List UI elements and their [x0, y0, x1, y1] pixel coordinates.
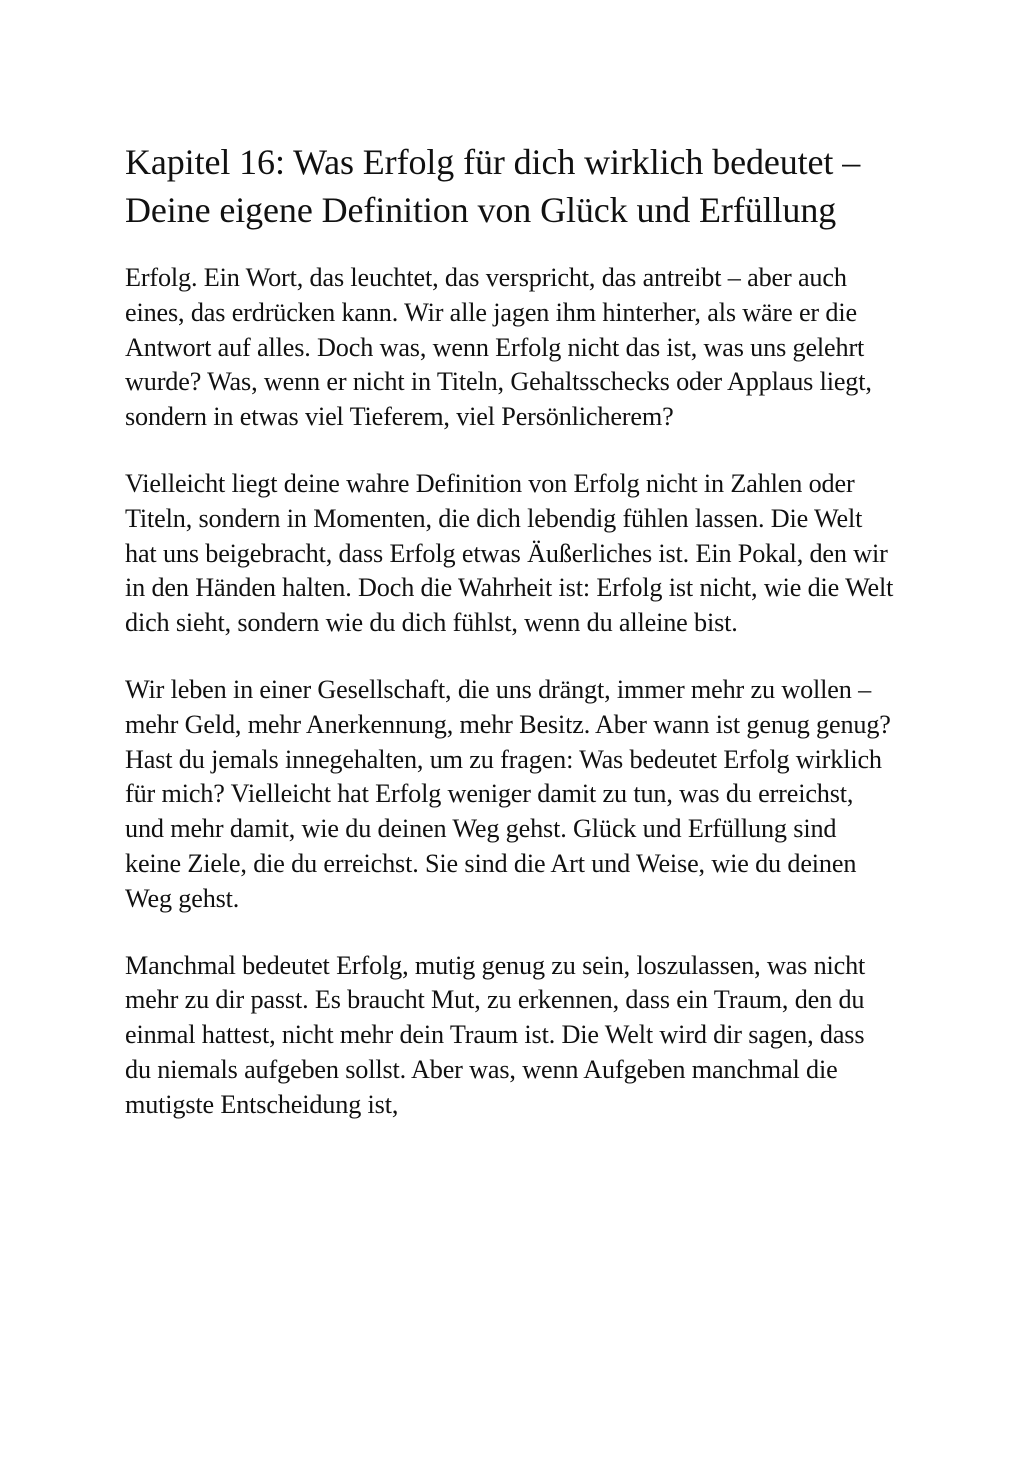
- paragraph-2: Vielleicht liegt deine wahre Definition von Erfolg nicht in Zahlen oder Titeln, sondern in Momenten, die dich lebendig fühlen lassen. Die Welt hat uns beigebracht, dass Erfolg etwas Äußerliches ist. Ein Pokal, den wir in den Händen halten. Doch die Wahrheit ist: Erfolg ist nicht, wie die Welt dich sieht, sondern wie du dich fühlst, wenn du alleine bist.: [125, 468, 894, 638]
- paragraph-4: Manchmal bedeutet Erfolg, mutig genug zu sein, loszulassen, was nicht mehr zu dir passt. Es braucht Mut, zu erkennen, dass ein Traum, den du einmal hattest, nicht mehr dein Traum ist. Die Welt wird dir sagen, dass du niemals aufgeben sollst. Aber was, wenn Aufgeben manchmal die mutigste Entscheidung ist,: [125, 950, 866, 1119]
- paragraph-1: Erfolg. Ein Wort, das leuchtet, das verspricht, das antreibt – aber auch eines, das erdrücken kann. Wir alle jagen ihm hinterher, als wäre er die Antwort auf alles. Doch was, wenn Erfolg nicht das ist, was uns gelehrt wurde? Was, wenn er nicht in Titeln, Gehaltsschecks oder Applaus liegt, sondern in etwas viel Tieferem, viel Persönlicherem?: [125, 263, 872, 432]
- paragraph-3: Wir leben in einer Gesellschaft, die uns drängt, immer mehr zu wollen – mehr Geld, mehr Anerkennung, mehr Besitz. Aber wann ist genug genug? Hast du jemals innegehalten, um zu fragen: Was bedeutet Erfolg wirklich für mich? Vielleicht hat Erfolg weniger damit zu tun, was du erreichst, und mehr damit, wie du deinen Weg gehst. Glück und Erfüllung sind keine Ziele, die du erreichst. Sie sind die Art und Weise, wie du deinen Weg gehst.: [125, 674, 891, 913]
- chapter-content: [125, 138, 895, 1155]
- chapter-title: Kapitel 16: Was Erfolg für dich wirklich bedeutet – Deine eigene Definition von Glück und Erfüllung: [125, 142, 861, 230]
